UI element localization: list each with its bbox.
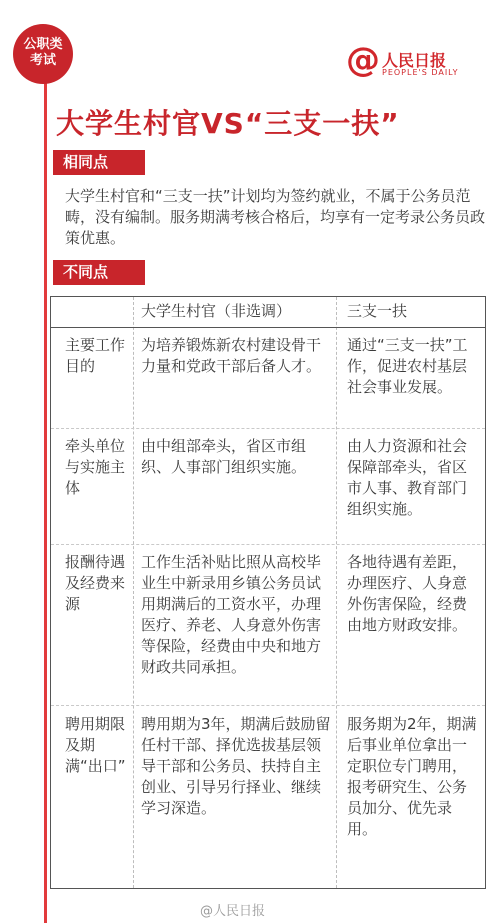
row-label: 聘用期限及期满“出口”: [65, 715, 126, 775]
table-header: [51, 297, 485, 328]
page-title: 大学生村官VS“三支一扶”: [56, 107, 400, 140]
badge-line2: 考试: [29, 53, 56, 68]
row-village-official: 由中组部牵头，省区市组织、人事部门组织实施。: [141, 437, 307, 476]
logo-chinese: 人民日报: [382, 51, 447, 70]
row-label: 报酬待遇及经费来源: [65, 553, 126, 613]
weibo-watermark: @人民日报: [200, 904, 266, 919]
table-row: [51, 428, 485, 544]
left-accent-line: [44, 62, 47, 923]
row-village-official: 为培养锻炼新农村建设骨干力量和党政干部后备人才。: [141, 336, 322, 375]
row-label: 主要工作目的: [65, 336, 126, 375]
logo-english: PEOPLE'S DAILY: [382, 68, 459, 77]
row-sanzhiyifu: 通过“三支一扶”工作，促进农村基层社会事业发展。: [347, 336, 468, 396]
row-label: 牵头单位与实施主体: [65, 437, 126, 497]
row-village-official: 聘用期为3年，期满后鼓励留任村干部、择优选拔基层领导干部和公务员、扶持自主创业、引导另行择业、继续学习深造。: [141, 715, 331, 817]
header-village-official: 大学生村官（非选调）: [141, 302, 292, 320]
table-row: [51, 544, 485, 705]
differences-tag: 不同点: [53, 260, 145, 285]
same-points-text: 大学生村官和“三支一扶”计划均为签约就业，不属于公务员范畴，没有编制。服务期满考核合格后，均享有一定考录公务员政策优惠。: [65, 187, 486, 247]
table-row: [51, 705, 485, 889]
comparison-table: [50, 296, 486, 889]
row-sanzhiyifu: 服务期为2年，期满后事业单位拿出一定职位专门聘用，报考研究生、公务员加分、优先录用。: [347, 715, 477, 838]
table-row: [51, 327, 485, 427]
row-village-official: 工作生活补贴比照从高校毕业生中新录用乡镇公务员试用期满后的工资水平，办理医疗、养老、人身意外伤害等保险，经费由中央和地方财政共同承担。: [141, 553, 322, 676]
category-badge: [13, 24, 73, 84]
row-sanzhiyifu: 各地待遇有差距，办理医疗、人身意外伤害保险，经费由地方财政安排。: [347, 553, 468, 634]
header-sanzhiyifu: 三支一扶: [347, 302, 408, 320]
same-points-tag: 相同点: [53, 150, 145, 175]
badge-line1: 公职类: [23, 37, 63, 52]
logo-at-icon: @: [346, 40, 380, 80]
peoples-daily-logo: [346, 40, 476, 80]
row-sanzhiyifu: 由人力资源和社会保障部牵头，省区市人事、教育部门组织实施。: [347, 437, 468, 518]
